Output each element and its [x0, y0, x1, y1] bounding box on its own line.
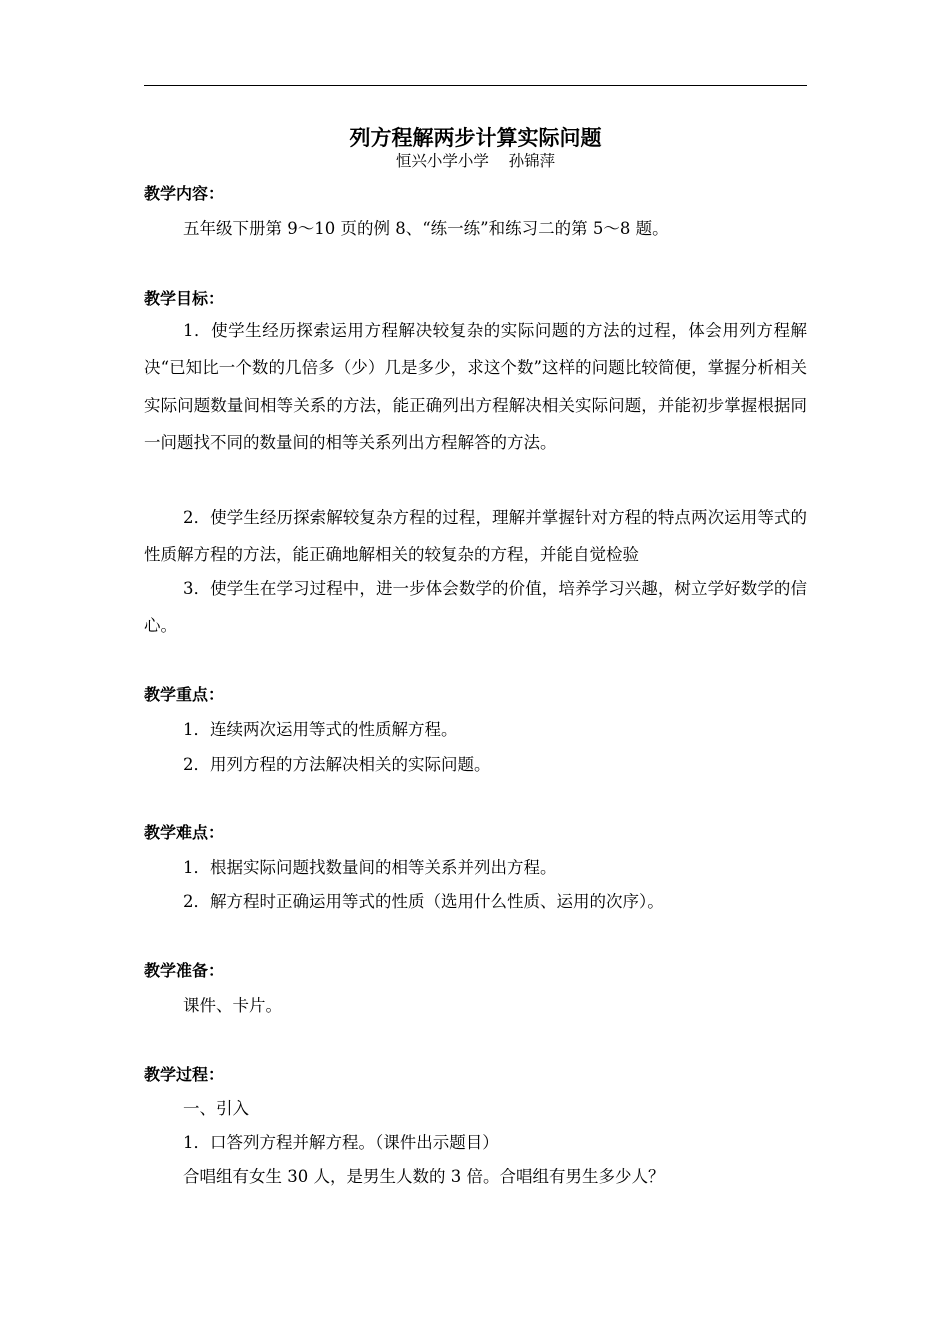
- goal-item-2: 2．使学生经历探索解较复杂方程的过程，理解并掌握针对方程的特点两次运用等式的性质解方程的方法，能正确地解相关的较复杂的方程，并能自觉检验: [144, 508, 807, 565]
- difficulty-1: 1．根据实际问题找数量间的相等关系并列出方程。: [183, 858, 557, 877]
- header-rule: [144, 85, 807, 86]
- document-title: 列方程解两步计算实际问题: [349, 126, 602, 150]
- section-heading-goals: 教学目标：: [144, 289, 225, 308]
- key-point-1: 1．连续两次运用等式的性质解方程。: [183, 720, 458, 739]
- goal-item-1: 1．使学生经历探索运用方程解决较复杂的实际问题的方法的过程，体会用列方程解决“已知比一个数的几倍多（少）几是多少，求这个数”这样的问题比较简便，掌握分析相关实际问题数量间相等关系的方法，能正确列出方程解决相关实际问题，并能初步掌握根据同一问题找不同的数量间的相等关系列出方程解答的方法。: [144, 321, 807, 453]
- section-heading-difficulties: 教学难点：: [144, 823, 225, 842]
- key-point-2: 2．用列方程的方法解决相关的实际问题。: [183, 755, 491, 774]
- section-heading-preparation: 教学准备：: [144, 961, 225, 980]
- goal-item-3: 3．使学生在学习过程中，进一步体会数学的价值，培养学习兴趣，树立学好数学的信心。: [144, 579, 807, 636]
- process-line-1: 一、引入: [183, 1099, 249, 1118]
- section-heading-content: 教学内容：: [144, 184, 225, 203]
- process-line-2: 1．口答列方程并解方程。（课件出示题目）: [183, 1133, 499, 1152]
- author-line: 恒兴小学小学 孙锦萍: [395, 152, 556, 170]
- process-line-3: 合唱组有女生 30 人，是男生人数的 3 倍。合唱组有男生多少人？: [183, 1167, 665, 1186]
- difficulty-2: 2．解方程时正确运用等式的性质（选用什么性质、运用的次序）。: [183, 892, 664, 911]
- content-text: 五年级下册第 9～10 页的例 8、“练一练”和练习二的第 5～8 题。: [183, 219, 669, 238]
- section-heading-key-points: 教学重点：: [144, 685, 225, 704]
- section-heading-process: 教学过程：: [144, 1065, 225, 1084]
- preparation-text: 课件、卡片。: [183, 996, 282, 1015]
